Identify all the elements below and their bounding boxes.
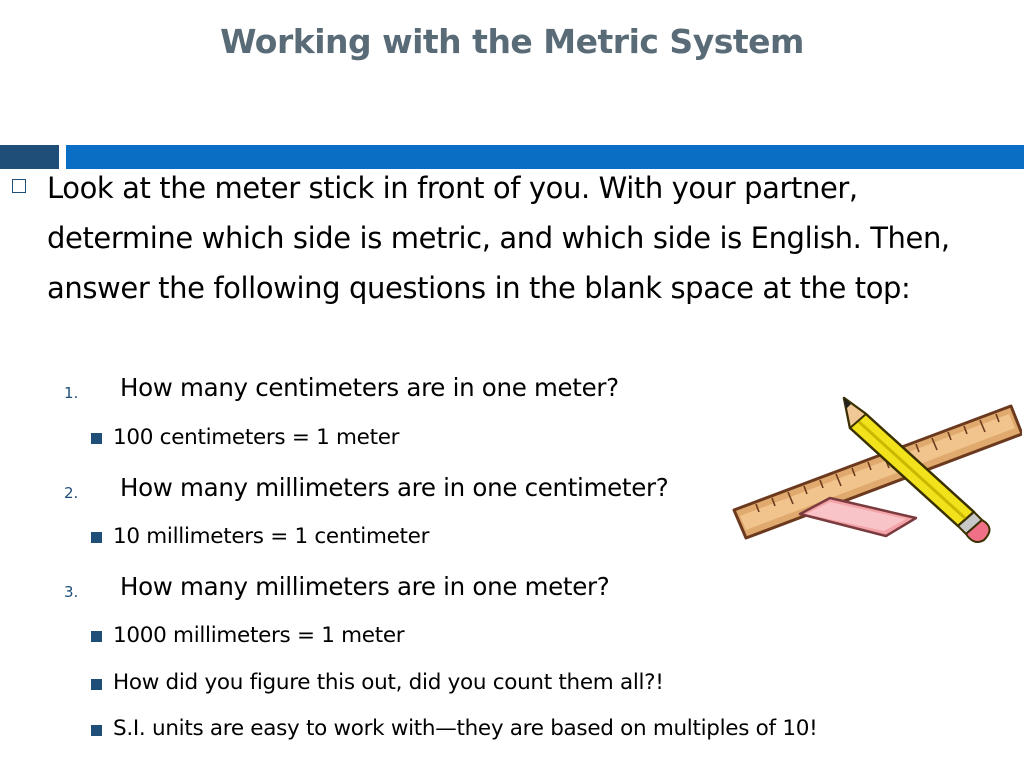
square-bullet-icon <box>91 631 102 642</box>
ruler-pencil-eraser-icon <box>726 392 1022 544</box>
question-text: How many millimeters are in one meter? <box>120 572 610 601</box>
question-number: 2. <box>64 484 79 502</box>
slide-title: Working with the Metric System <box>220 22 804 61</box>
square-bullet-icon <box>91 433 102 444</box>
answer-text: 100 centimeters = 1 meter <box>113 425 400 450</box>
answer-text: 10 millimeters = 1 centimeter <box>113 524 430 549</box>
question-text: How many millimeters are in one centimeter? <box>120 473 669 502</box>
eraser-icon <box>800 498 916 536</box>
main-bullet-text: Look at the meter stick in front of you. With your partner, determine which side is metric, and which side is English. Then, answer the following questions in the blank space at the top: <box>47 171 950 305</box>
answer-text: 1000 millimeters = 1 meter <box>113 623 405 648</box>
square-bullet-icon <box>91 532 102 543</box>
question-text: How many centimeters are in one meter? <box>120 373 619 402</box>
square-bullet-icon <box>91 725 102 736</box>
square-bullet-icon <box>91 679 102 690</box>
hollow-square-bullet-icon <box>12 179 26 193</box>
question-number: 3. <box>64 583 79 601</box>
answer-text: How did you figure this out, did you count them all?! <box>113 670 664 695</box>
answer-text: S.I. units are easy to work with—they are based on multiples of 10! <box>113 716 818 741</box>
question-number: 1. <box>64 384 79 402</box>
